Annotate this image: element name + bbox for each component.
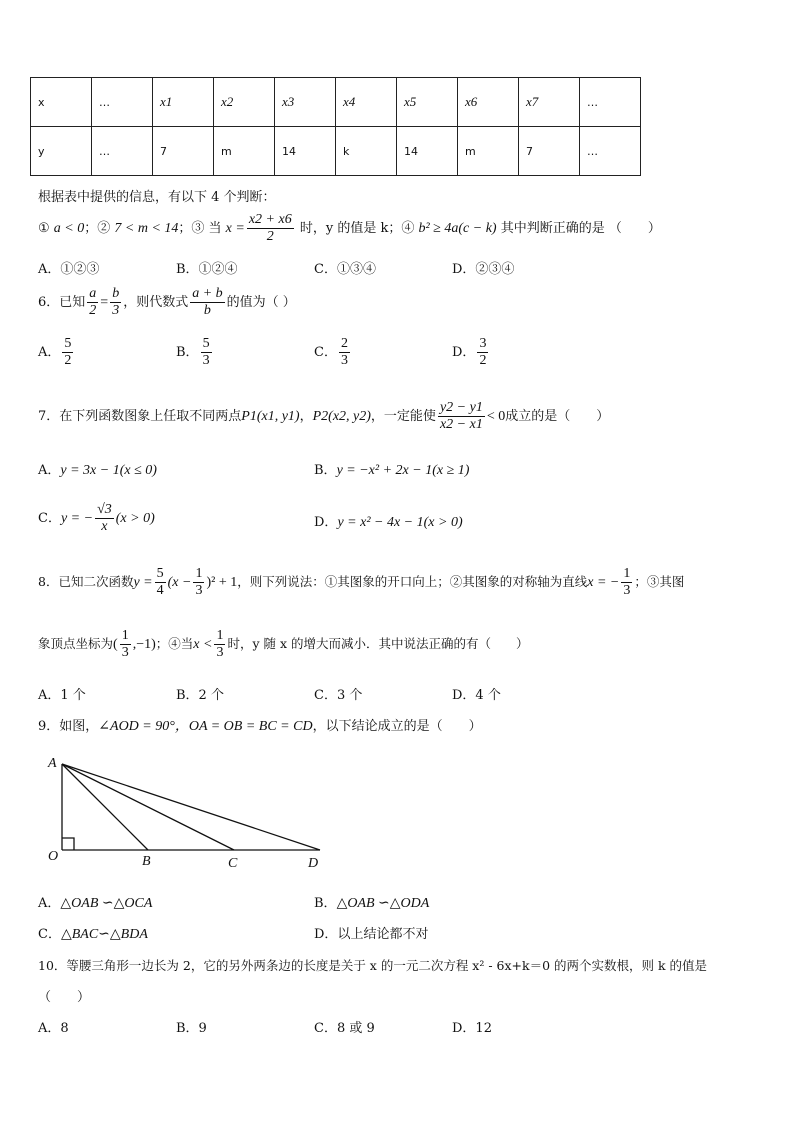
fraction-denominator: 2 <box>64 353 72 368</box>
fraction-numerator: 3 <box>479 336 487 351</box>
option-label: C． <box>38 511 61 526</box>
fraction-numerator: 2 <box>340 336 348 351</box>
fraction-denominator: 4 <box>156 583 164 598</box>
q6-fraction-2 <box>110 286 121 319</box>
q10-option-d: D．12 <box>452 1021 492 1036</box>
q5-math: b² ≥ 4a(c − k) <box>418 221 497 236</box>
option-fraction <box>201 336 212 369</box>
q9-option-b <box>314 892 429 912</box>
q7-option-d <box>314 511 463 531</box>
q9-suffix: ，以下结论成立的是（ ） <box>312 719 482 734</box>
q9-stem <box>38 715 482 735</box>
fraction-numerator: b <box>112 286 120 301</box>
segment-ab <box>62 764 148 850</box>
q6-mid: ，则代数式 <box>123 295 189 310</box>
q6-option-a <box>38 336 75 369</box>
q6-fraction-1 <box>87 286 98 319</box>
label-b: B <box>142 854 151 869</box>
fraction-denominator: 3 <box>121 645 129 660</box>
option-math: y = − <box>60 511 94 526</box>
option-label: D． <box>314 927 338 942</box>
q7-option-c <box>38 502 155 535</box>
q8-text: 象顶点坐标为 <box>38 636 114 651</box>
fraction-denominator: 3 <box>340 353 348 368</box>
q5-math: x = <box>225 221 245 236</box>
q7-fraction <box>438 400 485 433</box>
fraction-denominator: 2 <box>479 353 487 368</box>
q5-math: 7 < m < 14 <box>114 221 179 236</box>
option-label: B． <box>314 463 337 478</box>
q8-option-b: B．2 个 <box>176 688 224 703</box>
q5-math: a < 0 <box>53 221 85 236</box>
q8-option-c: C．3 个 <box>314 688 363 703</box>
option-math: y = −x² + 2x − 1(x ≥ 1) <box>336 463 470 478</box>
q5-part: 其中判断正确的是 （ ） <box>496 221 661 236</box>
q6-option-b <box>176 336 214 369</box>
cell-text: x5 <box>404 94 417 109</box>
xy-table <box>30 77 641 176</box>
table-cell: … <box>580 127 641 176</box>
table-cell <box>458 78 519 127</box>
option-label: B． <box>176 345 199 360</box>
q8-math: x < <box>193 637 213 652</box>
fraction-numerator: a <box>89 286 97 301</box>
cell-text: x4 <box>343 94 356 109</box>
fraction-denominator: x <box>101 519 108 534</box>
q9-option-c <box>38 923 148 943</box>
q10-option-b: B．9 <box>176 1021 207 1036</box>
q8-text: ，则下列说法：①其图象的开口向上；②其图象的对称轴为直线 <box>237 574 588 589</box>
option-text: 以上结论都不对 <box>337 927 429 942</box>
q10-stem-line-2: （ ） <box>38 990 91 1005</box>
q8-option-d: D．4 个 <box>452 688 501 703</box>
q10-stem-line-1: 10．等腰三角形一边长为 2，它的另外两条边的长度是关于 x 的一元二次方程 x² - 6x+k＝0 的两个实数根，则 k 的值是 <box>38 958 708 973</box>
q5-fraction <box>247 212 294 245</box>
q8-math: )² + 1 <box>206 575 238 590</box>
q9-option-a <box>38 892 152 912</box>
q10-option-c: C．8 或 9 <box>314 1021 375 1036</box>
fraction-denominator: 2 <box>266 229 274 244</box>
q8-math: x = − <box>587 575 620 590</box>
q5-option-d: D．②③④ <box>452 262 515 277</box>
option-label: A． <box>38 345 61 360</box>
table-cell <box>214 78 275 127</box>
fraction-denominator: 3 <box>202 353 210 368</box>
q6-equals: = <box>100 295 109 310</box>
table-cell: m <box>458 127 519 176</box>
option-math: y = x² − 4x − 1(x > 0) <box>337 515 463 530</box>
q8-text: ；③其图 <box>634 574 685 589</box>
fraction-numerator: y2 − y1 <box>439 400 483 415</box>
fraction-denominator: 2 <box>89 303 97 318</box>
q6-option-c <box>314 336 352 369</box>
fraction-numerator: 1 <box>195 566 203 581</box>
option-math: y = 3x − 1(x ≤ 0) <box>60 463 157 478</box>
table-cell: … <box>580 78 641 127</box>
fraction-denominator: 3 <box>623 583 631 598</box>
label-o: O <box>48 849 59 864</box>
q5-option-c: C．①③④ <box>314 262 376 277</box>
q8-fraction <box>155 566 166 599</box>
table-cell: 7 <box>153 127 214 176</box>
option-label: A． <box>38 463 61 478</box>
table-cell <box>336 78 397 127</box>
option-label: D． <box>314 515 338 530</box>
q6-fraction-3 <box>190 286 224 319</box>
table-cell <box>275 78 336 127</box>
cell-text: x2 <box>221 94 234 109</box>
q8-math: ( <box>113 637 118 652</box>
q8-prefix: 8．已知二次函数 <box>38 574 134 589</box>
q6-prefix: 6．已知 <box>38 295 86 310</box>
label-c: C <box>228 856 238 871</box>
q6-suffix: 的值为（ ） <box>226 295 296 310</box>
option-math: △OAB ∽△ODA <box>336 896 430 911</box>
q7-inequality: < 0 <box>486 409 506 424</box>
table-cell: 14 <box>397 127 458 176</box>
label-d: D <box>308 856 319 871</box>
q8-text: 时，y 随 x 的增大而减小．其中说法正确的有（ ） <box>227 636 529 651</box>
option-label: C． <box>38 927 61 942</box>
q8-math: ,−1) <box>132 637 156 652</box>
q8-text: ；④当 <box>155 636 194 651</box>
table-cell: 14 <box>275 127 336 176</box>
table-cell <box>519 78 580 127</box>
fraction-numerator: 1 <box>216 628 224 643</box>
fraction-denominator: 3 <box>195 583 203 598</box>
q5-statement <box>38 212 661 245</box>
table-cell <box>397 78 458 127</box>
cell-text: x7 <box>526 94 539 109</box>
fraction-numerator: 1 <box>121 628 129 643</box>
fraction-numerator: 5 <box>64 336 72 351</box>
fraction-numerator: 5 <box>202 336 210 351</box>
q9-condition: ∠AOD = 90°，OA = OB = BC = CD <box>98 719 313 734</box>
table-cell: … <box>92 78 153 127</box>
fraction-numerator: 5 <box>156 566 164 581</box>
q6-option-d <box>452 336 490 369</box>
segment-ad <box>62 764 320 850</box>
cell-text: x6 <box>465 94 478 109</box>
q10-option-a: A．8 <box>38 1021 69 1036</box>
q9-figure <box>40 752 340 874</box>
option-math: (x > 0) <box>115 511 155 526</box>
option-label: A． <box>38 896 61 911</box>
q8-fraction <box>120 628 131 661</box>
option-fraction <box>95 502 114 535</box>
fraction-numerator: 1 <box>623 566 631 581</box>
table-row-y <box>31 127 641 176</box>
segment-ac <box>62 764 234 850</box>
option-math: △BAC∽△BDA <box>60 927 148 942</box>
q7-stem: 7．在下列函数图象上任取不同两点P1(x1, y1)，P2(x2, y2)，一定能使 $\frac{y2 - y1}{x2 - x1}$ < 0成立的是（ ） <box>38 400 610 432</box>
table-cell: k <box>336 127 397 176</box>
q5-part: ；② <box>84 221 115 236</box>
table-cell <box>153 78 214 127</box>
table-cell: y <box>31 127 92 176</box>
option-fraction <box>477 336 488 369</box>
q7-option-a <box>38 459 157 479</box>
option-fraction <box>339 336 350 369</box>
q8-line-1 <box>38 566 684 599</box>
q8-option-a: A．1 个 <box>38 688 86 703</box>
table-row-x <box>31 78 641 127</box>
fraction-numerator: √3 <box>97 502 112 517</box>
q8-math: y = <box>133 575 153 590</box>
option-label: B． <box>314 896 337 911</box>
q5-part: ；③ 当 <box>178 221 226 236</box>
q7-option-b <box>314 459 469 479</box>
q7-point-1: P1(x1, y1) <box>241 409 300 424</box>
q8-fraction <box>621 566 632 599</box>
table-cell: m <box>214 127 275 176</box>
q5-option-b: B．①②④ <box>176 262 238 277</box>
fraction-denominator: 3 <box>112 303 120 318</box>
option-label: C． <box>314 345 337 360</box>
option-math: △OAB ∽△OCA <box>60 896 153 911</box>
q6-stem <box>38 286 296 319</box>
q5-part: ① <box>38 221 54 236</box>
q7-suffix: 成立的是（ ） <box>505 409 610 424</box>
q8-math: (x − <box>167 575 192 590</box>
right-angle-mark <box>62 838 74 850</box>
q5-option-a: A．①②③ <box>38 262 100 277</box>
q7-point-2: P2(x2, y2) <box>312 409 371 424</box>
q9-option-d <box>314 923 428 942</box>
fraction-denominator: 3 <box>216 645 224 660</box>
option-label: D． <box>452 345 476 360</box>
q5-intro: 根据表中提供的信息，有以下 4 个判断： <box>38 190 276 205</box>
q8-fraction <box>193 566 204 599</box>
q9-prefix: 9．如图， <box>38 719 99 734</box>
table-cell: … <box>92 127 153 176</box>
table-cell: 7 <box>519 127 580 176</box>
fraction-denominator: x2 − x1 <box>439 417 483 432</box>
label-a: A <box>48 756 57 771</box>
q8-fraction <box>214 628 225 661</box>
option-fraction <box>62 336 73 369</box>
fraction-numerator: x2 + x6 <box>248 212 292 227</box>
q7-prefix: 7．在下列函数图象上任取不同两点 <box>38 409 242 424</box>
fraction-denominator: b <box>203 303 211 318</box>
cell-text: x1 <box>160 94 173 109</box>
fraction-numerator: a + b <box>192 286 223 301</box>
q8-line-2 <box>38 628 528 661</box>
table-cell: x <box>31 78 92 127</box>
q5-part: 时，y 的值是 k；④ <box>295 221 419 236</box>
q7-mid: ，一定能使 <box>370 409 436 424</box>
cell-text: x3 <box>282 94 295 109</box>
